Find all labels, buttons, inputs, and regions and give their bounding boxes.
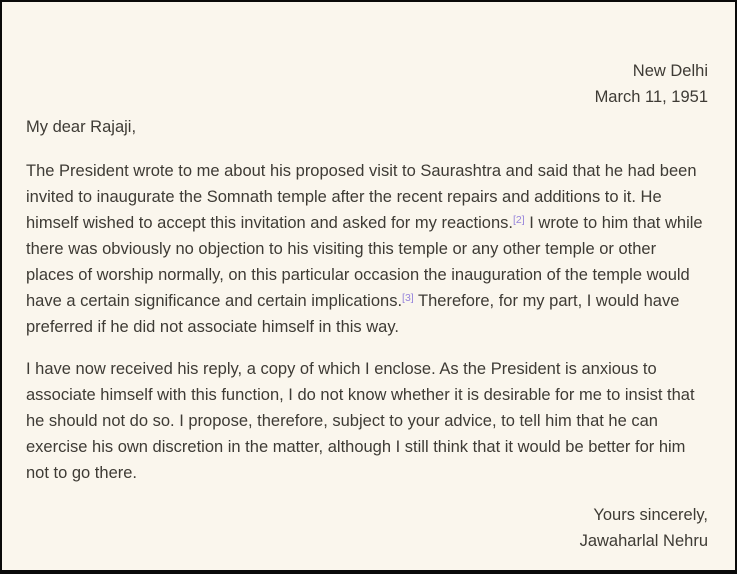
letter-document	[2, 2, 735, 570]
closing-signature: Jawaharlal Nehru	[579, 532, 708, 550]
dateline-place: New Delhi	[632, 62, 708, 80]
salutation: My dear Rajaji,	[26, 118, 137, 136]
paragraph-2	[26, 356, 708, 486]
closing-valediction: Yours sincerely,	[593, 506, 708, 524]
footnote-ref-2[interactable]: [2]	[512, 214, 525, 227]
dateline-date: March 11, 1951	[594, 88, 708, 106]
closing	[26, 502, 708, 554]
dateline	[26, 58, 708, 110]
paragraph-1-text-c: Therefore, for my part, I would have preferred if he did not associate himself in this way.	[26, 292, 680, 336]
paragraph-1	[26, 158, 708, 340]
paragraph-2-text: I have now received his reply, a copy of which I enclose. As the President is anxious to associate himself with this function, I do not know whether it is desirable for me to insist that he should not do so. I propose, therefore, subject to your advice, to tell him that he can exercise his own discretion in the matter, although I still think that it would be better for him not to go there.	[26, 360, 695, 482]
paragraph-1-text-b: I wrote to him that while there was obviously no objection to his visiting this temple or any other temple or other places of worship normally, on this particular occasion the inauguration of the temple would have a certain significance and certain implications.	[26, 214, 703, 310]
footnote-ref-3[interactable]: [3]	[402, 292, 414, 305]
paragraph-1-text-a: The President wrote to me about his proposed visit to Saurashtra and said that he had been invited to inaugurate the Somnath temple after the recent repairs and additions to it. He himself wished to accept this invitation and asked for my reactions.	[26, 162, 697, 232]
